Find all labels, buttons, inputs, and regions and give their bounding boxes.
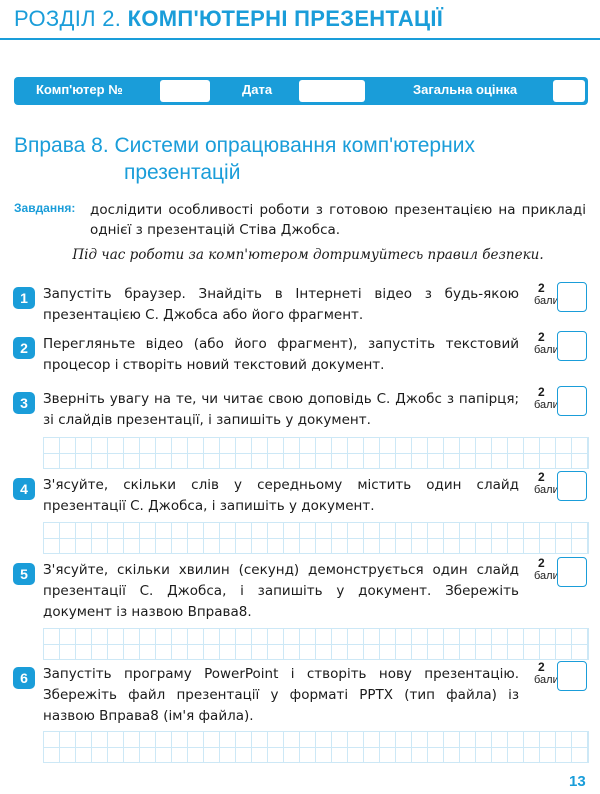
points-value: 2 [538,660,545,674]
points-box [525,282,589,314]
grade-field[interactable] [553,80,585,102]
computer-label: Комп'ютер № [36,82,123,97]
section-title [14,6,443,32]
step-text: Зверніть увагу на те, чи читає свою доповідь С. Джобс з папірця; зі слайдів презентації, і запишіть у документ. [43,391,519,428]
step-number: 4 [13,478,35,500]
points-unit: бали [534,484,559,496]
task-text: дослідити особливості роботи з готовою презентацією на прикладі однієї з презентацій Стіва Джобса. [90,202,586,238]
exercise-title-line2: презентацій [124,161,241,184]
answer-area[interactable] [43,731,589,763]
step-number: 5 [13,563,35,585]
points-value: 2 [538,556,545,570]
answer-area[interactable] [43,437,589,469]
date-field[interactable] [299,80,365,102]
score-field[interactable] [557,471,587,501]
points-unit: бали [534,295,559,307]
points-unit: бали [534,674,559,686]
points-value: 2 [538,281,545,295]
step-text: Перегляньте відео (або його фрагмент), запустіть текстовий процесор і створіть новий текстовий документ. [43,336,519,373]
computer-number-field[interactable] [160,80,210,102]
date-label: Дата [242,82,273,97]
points-unit: бали [534,399,559,411]
answer-area[interactable] [43,628,589,660]
points-box [525,386,589,418]
points-box [525,471,589,503]
points-box [525,557,589,589]
title-divider [0,38,600,40]
score-field[interactable] [557,282,587,312]
points-value: 2 [538,330,545,344]
points-box [525,661,589,693]
safety-note: Під час роботи за комп'ютером дотримуйтесь правил безпеки. [72,247,544,263]
section-label: РОЗДІЛ 2. [14,6,122,31]
score-field[interactable] [557,557,587,587]
step-text: З'ясуйте, скільки слів у середньому містить один слайд презентації С. Джобса, і запишіть у документ. [43,477,519,514]
score-field[interactable] [557,661,587,691]
task-label: Завдання: [14,201,76,215]
exercise-title [14,132,534,186]
score-field[interactable] [557,331,587,361]
score-field[interactable] [557,386,587,416]
step-text: Запустіть браузер. Знайдіть в Інтернеті відео з будь-якою презентацією С. Джобса або його фрагмент. [43,286,519,323]
points-unit: бали [534,344,559,356]
step-text: Запустіть програму PowerPoint і створіть нову презентацію. Збережіть файл презентації у форматі PPTX (тип файла) із назвою Вправа8 (ім'я файла). [43,666,519,724]
step-number: 6 [13,667,35,689]
points-value: 2 [538,470,545,484]
step-number: 3 [13,392,35,414]
step-text: З'ясуйте, скільки хвилин (секунд) демонструється один слайд презентації С. Джобса, і запишіть у документ. Збережіть документ із назвою Вправа8. [43,562,519,620]
grade-label: Загальна оцінка [413,82,518,97]
page-number: 13 [569,773,586,790]
exercise-title-line1: Вправа 8. Системи опрацювання комп'ютерних [14,134,475,157]
points-box [525,331,589,363]
step-number: 2 [13,337,35,359]
step-number: 1 [13,287,35,309]
points-value: 2 [538,385,545,399]
info-bar [14,77,588,105]
section-name: КОМП'ЮТЕРНІ ПРЕЗЕНТАЦІЇ [127,6,444,31]
answer-area[interactable] [43,522,589,554]
points-unit: бали [534,570,559,582]
